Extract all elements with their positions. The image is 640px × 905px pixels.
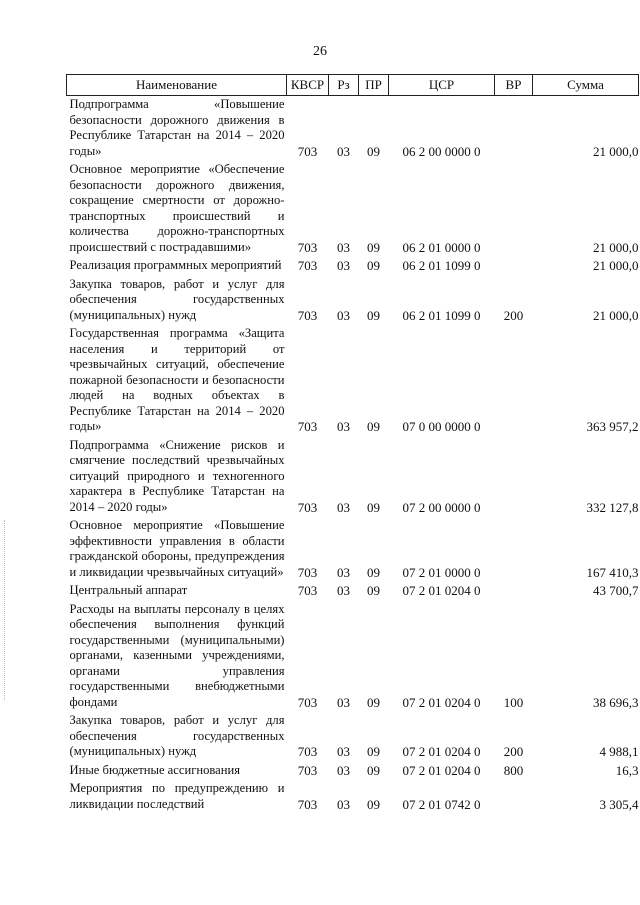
row-rz: 03 [337,744,350,759]
table-row [67,161,639,257]
table-row [67,762,639,781]
row-kvsr: 703 [297,258,318,273]
row-name: Центральный аппарат [69,583,188,597]
row-rz: 03 [337,694,350,710]
row-vr [495,582,533,601]
row-name: Подпрограмма «Снижение рисков и смягчение последствий чрезвычайных ситуаций природного и техногенного характера в Республике Татарстан на 2014 – 2020 годы» [69,437,285,514]
row-sum: 332 127,8 [586,499,639,515]
row-name: Мероприятия по предупреждению и ликвидации последствий [69,781,285,811]
row-sum: 21 000,0 [593,307,639,323]
row-pr: 09 [367,258,380,273]
row-csr: 07 0 00 0000 0 [402,419,481,434]
row-csr: 06 2 01 1099 0 [402,258,481,273]
table-header-row [67,75,639,96]
row-csr: 06 2 01 0000 0 [402,239,481,255]
row-kvsr: 703 [297,307,318,323]
row-vr [495,437,533,518]
row-kvsr: 703 [297,143,318,159]
header-kvsr: КВСР [287,75,329,96]
row-vr [495,780,533,814]
row-sum: 21 000,0 [593,143,639,159]
row-kvsr: 703 [297,499,318,515]
row-rz: 03 [337,499,350,515]
table-row [67,257,639,276]
row-vr [495,96,533,162]
header-vr: ВР [495,75,533,96]
row-rz: 03 [337,796,350,812]
row-rz: 03 [337,564,350,580]
row-sum: 38 696,3 [593,694,639,710]
row-csr: 07 2 01 0000 0 [402,564,481,580]
row-kvsr: 703 [297,419,318,434]
row-rz: 03 [337,239,350,255]
row-pr: 09 [367,744,380,759]
table-row [67,437,639,518]
header-sum: Сумма [533,75,639,96]
row-pr: 09 [367,796,380,812]
row-pr: 09 [367,143,380,159]
table-row [67,517,639,582]
row-vr [495,517,533,582]
budget-table [66,74,638,814]
row-name: Иные бюджетные ассигнования [69,762,241,777]
row-kvsr: 703 [297,762,318,778]
row-sum: 4 988,1 [599,744,639,759]
row-rz: 03 [337,143,350,159]
row-name: Расходы на выплаты персоналу в целях обеспечения выполнения функций государственными (муниципальными) органами, казенными учреждениями, органами управления государственными внебюджетными фондами [69,601,285,709]
row-csr: 07 2 01 0204 0 [402,583,481,598]
row-sum: 21 000,0 [593,239,639,255]
header-pr: ПР [359,75,389,96]
row-kvsr: 703 [297,583,318,598]
table-row [67,325,639,437]
row-sum: 43 700,7 [593,583,639,598]
row-rz: 03 [337,583,350,598]
row-csr: 07 2 01 0742 0 [402,796,481,812]
row-pr: 09 [367,762,380,778]
row-pr: 09 [367,564,380,580]
row-pr: 09 [367,239,380,255]
row-kvsr: 703 [297,744,318,759]
row-kvsr: 703 [297,796,318,812]
row-sum: 21 000,0 [593,258,639,273]
row-csr: 06 2 00 0000 0 [402,143,481,159]
scan-margin-mark [4,520,6,700]
row-pr: 09 [367,694,380,710]
header-name: Наименование [67,75,287,96]
row-vr: 100 [503,694,524,710]
table-row [67,582,639,601]
row-sum: 3 305,4 [599,796,639,812]
row-rz: 03 [337,258,350,273]
row-sum: 167 410,3 [586,564,639,580]
row-pr: 09 [367,583,380,598]
row-name: Закупка товаров, работ и услуг для обеспечения государственных (муниципальных) нужд [69,713,285,758]
row-name: Реализация программных мероприятий [69,258,282,272]
row-kvsr: 703 [297,239,318,255]
table-row [67,601,639,713]
row-name: Закупка товаров, работ и услуг для обеспечения государственных (муниципальных) нужд [69,276,285,322]
header-rz: Рз [329,75,359,96]
row-vr: 200 [503,307,524,323]
table-body [67,96,639,815]
row-name: Подпрограмма «Повышение безопасности дорожного движения в Республике Татарстан на 2014 – 2020 годы» [69,97,285,158]
table-row [67,96,639,162]
table-row [67,712,639,762]
header-csr: ЦСР [389,75,495,96]
row-csr: 07 2 01 0204 0 [402,744,481,759]
row-sum: 363 957,2 [586,419,639,434]
row-name: Государственная программа «Защита населения и территорий от чрезвычайных ситуаций, обеспечение пожарной безопасности и безопасности людей на водных объектах в Республике Татарстан на 2014 – 2020 годы» [69,326,285,433]
page-number: 26 [313,44,327,59]
row-kvsr: 703 [297,564,318,580]
row-rz: 03 [337,419,350,434]
table-row [67,276,639,326]
row-vr [495,161,533,257]
row-kvsr: 703 [297,694,318,710]
row-vr [495,257,533,276]
row-pr: 09 [367,419,380,434]
row-name: Основное мероприятие «Повышение эффективности управления в области гражданской обороны, предупреждения и ликвидации чрезвычайных ситуаций» [69,518,285,579]
row-vr [495,325,533,437]
row-csr: 06 2 01 1099 0 [402,307,481,323]
row-pr: 09 [367,307,380,323]
row-csr: 07 2 01 0204 0 [402,694,481,710]
row-pr: 09 [367,499,380,515]
row-vr: 800 [503,762,524,778]
row-sum: 16,3 [615,762,639,778]
row-rz: 03 [337,307,350,323]
row-csr: 07 2 00 0000 0 [402,499,481,515]
table-row [67,780,639,814]
row-csr: 07 2 01 0204 0 [402,762,481,778]
row-vr: 200 [503,744,524,759]
row-name: Основное мероприятие «Обеспечение безопасности дорожного движения, сокращение смертности от дорожно-транспортных происшествий и количества дорожно-транспортных происшествий с пострадавшими» [69,162,285,254]
row-rz: 03 [337,762,350,778]
